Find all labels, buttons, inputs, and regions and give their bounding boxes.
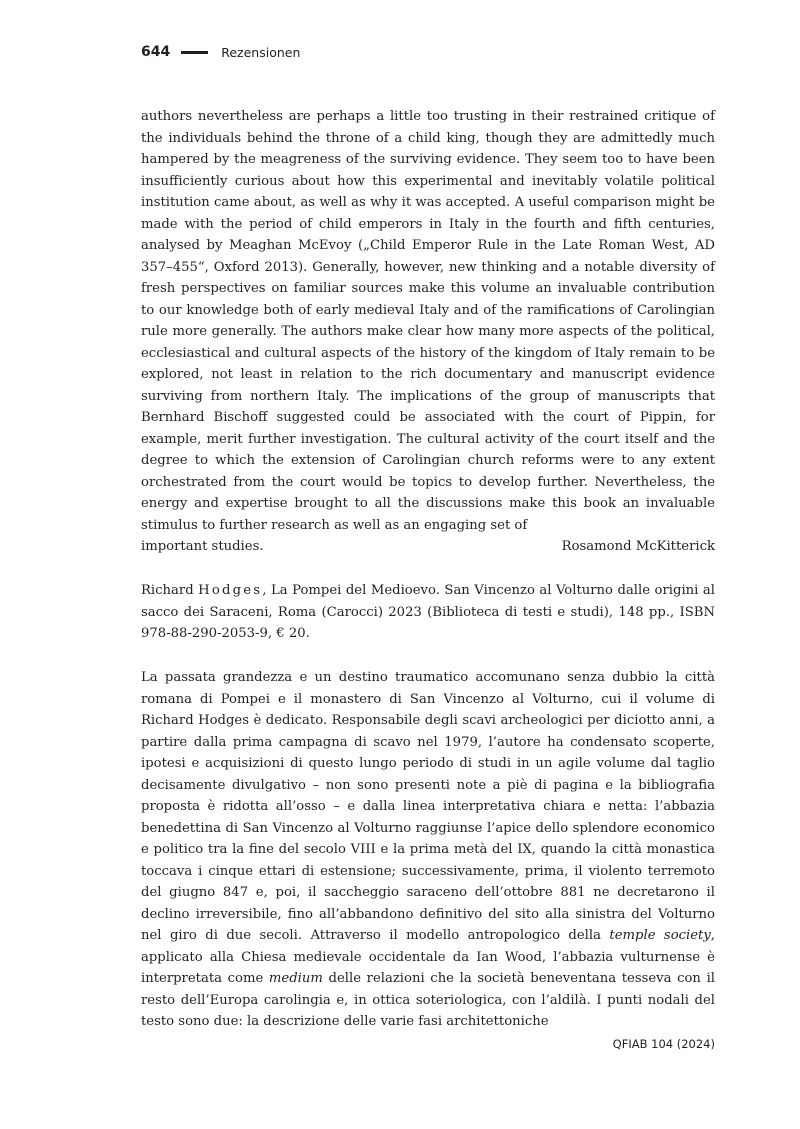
review-one-closing-line <box>141 536 715 558</box>
citation-author-first: Richard <box>141 583 194 598</box>
reviewer-signature: Rosamond McKitterick <box>561 539 715 554</box>
review-one-last-line: important studies. <box>141 539 264 554</box>
book-citation <box>141 580 715 645</box>
page-number: 644 <box>141 44 171 60</box>
review-two-text-part1: La passata grandezza e un destino traumatico accomunano senza dubbio la città romana di Pompei e il monastero di San Vincenzo al Volturno, cui il volume di Richard Hodges è dedicato. Responsabile degli scavi archeologici per diciotto anni, a partire dalla prima campagna di scavo nel 1979, l’autore ha condensato scoperte, ipotesi e acquisizioni di questo lungo periodo di studi in un agile volume dal taglio decisamente divulgativo – non sono presenti note a piè di pagina e la bibliografia proposta è ridotta all’osso – e dalla linea interpretativa chiara e netta: l’abbazia benedettina di San Vincenzo al Volturno raggiunse l’apice dello splendore economico e politico tra la fine del secolo VIII e la prima metà del IX, quando la città monastica toccava i cinque ettari di estensione; successivamente, prima, il violento terremoto del giugno 847 e, poi, il saccheggio saraceno dell’ottobre 881 ne decretarono il declino irreversibile, fino all’abbandono definitivo del sito alla sinistra del Volturno nel giro di due secoli. Attraverso il modello antropologico della <box>141 670 715 943</box>
citation-details: , La Pompei del Medioevo. San Vincenzo al Volturno dalle origini al sacco dei Saraceni, Roma (Carocci) 2023 (Biblioteca di testi e studi), 148 pp., ISBN 978-88-290-2053-9, € 20. <box>141 583 715 641</box>
citation-author-last: Hodges <box>198 583 263 598</box>
header-rule <box>181 51 208 54</box>
review-one <box>141 106 715 558</box>
review-two-italic-term-2: medium <box>268 971 323 986</box>
journal-footer: QFIAB 104 (2024) <box>612 1037 715 1051</box>
running-head-title: Rezensionen <box>221 44 301 60</box>
review-two-italic-term-1: temple society <box>609 928 711 943</box>
running-header <box>141 44 300 60</box>
review-two-paragraph <box>141 667 715 1033</box>
review-one-paragraph: authors nevertheless are perhaps a little too trusting in their restrained critique of the individuals behind the throne of a child king, though they are admittedly much hampered by the meagreness of the surviving evidence. They seem too to have been insufficiently curious about how this experimental and inevitably volatile political institution came about, as well as why it was accepted. A useful comparison might be made with the period of child emperors in Italy in the fourth and fifth centuries, analysed by Meaghan McEvoy („Child Emperor Rule in the Late Roman West, AD 357–455“, Oxford 2013). Generally, however, new thinking and a notable diversity of fresh perspectives on familiar sources make this volume an invaluable contribution to our knowledge both of early medieval Italy and of the ramifications of Carolingian rule more generally. The authors make clear how many more aspects of the political, ecclesiastical and cultural aspects of the history of the kingdom of Italy remain to be explored, not least in relation to the rich documentary and manuscript evidence surviving from northern Italy. The implications of the group of manuscripts that Bernhard Bischoff suggested could be associated with the court of Pippin, for example, merit further investigation. The cultural activity of the court itself and the degree to which the extension of Carolingian church reforms were to any extent orchestrated from the court would be topics to develop further. Nevertheless, the energy and expertise brought to all the discussions make this book an invaluable stimulus to further research as well as an engaging set of <box>141 109 715 533</box>
review-two-text-part3: delle relazioni che la società beneventana tesseva con il resto dell’Europa carolingia e, in ottica soteriologica, con l’aldilà. I punti nodali del testo sono due: la descrizione delle varie fasi architettoniche <box>141 971 716 1029</box>
review-two <box>141 667 715 1033</box>
review-two-text-part2: , applicato alla Chiesa medievale occidentale da Ian Wood, l’abbazia vulturnense è interpretata come <box>141 928 715 986</box>
